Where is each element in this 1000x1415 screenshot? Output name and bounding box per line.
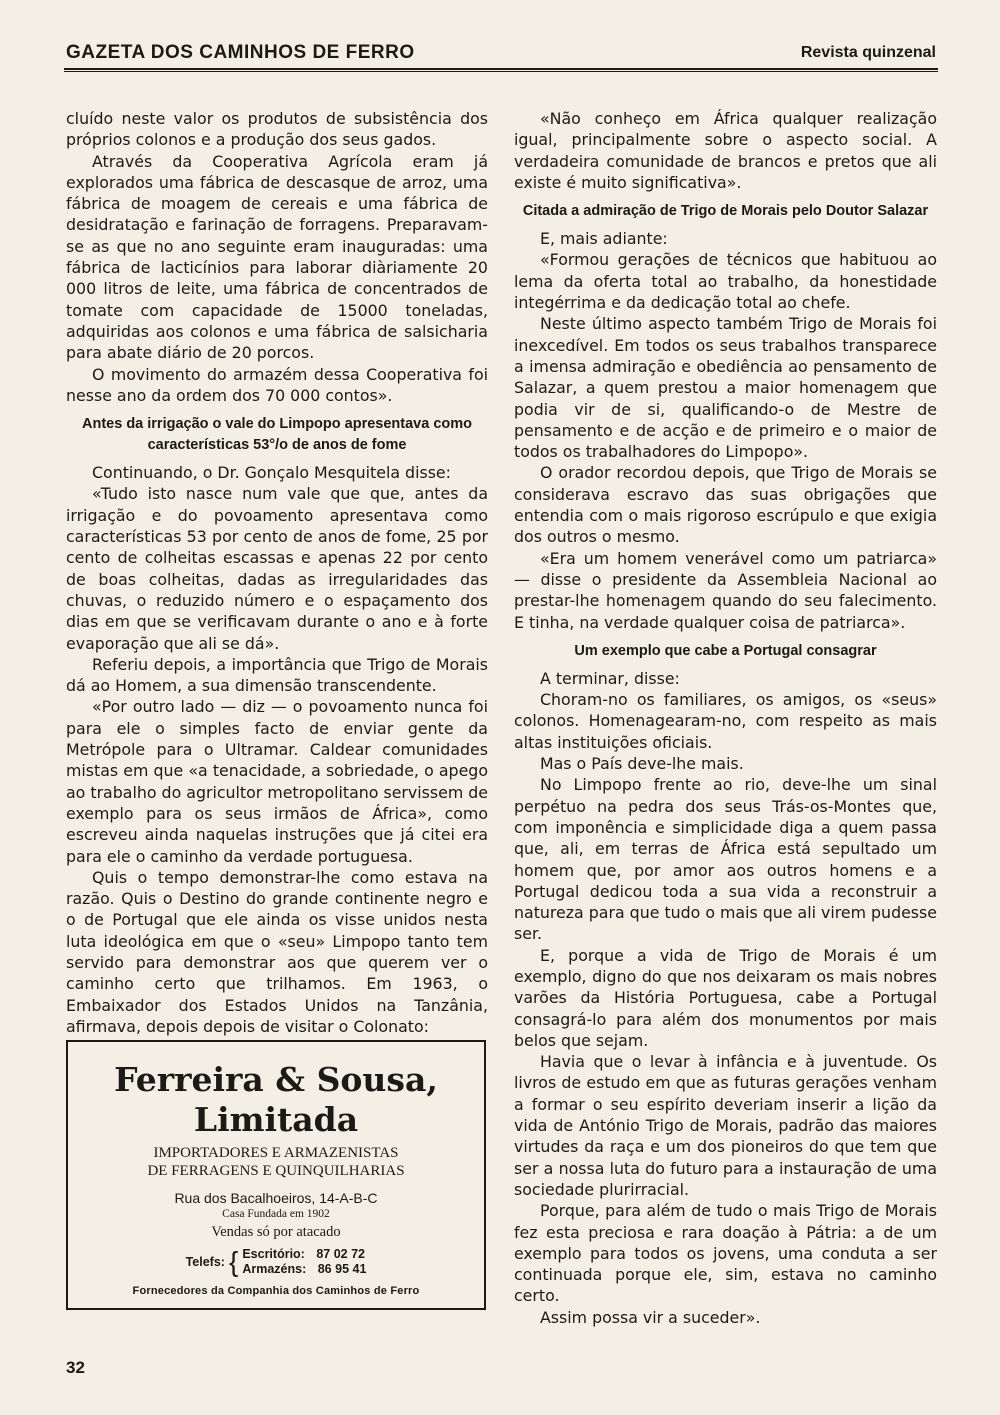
paragraph: Assim possa vir a suceder». <box>540 1307 761 1327</box>
ad-description <box>68 1144 484 1180</box>
paragraph: Quis o tempo demonstrar-lhe como estava na razão. Quis o Destino do grande continente negro e o de Portugal que ele ainda os visse unidos nesta luta ideológica em que o «seu» Limpopo tanto tem servido para demonstrar aos que querem ver o caminho certo que trilhamos. Em 1963, o Embaixador dos Estados Unidos na Tanzânia, afirmava, depois depois de visitar o Colonato: <box>66 867 488 1036</box>
paragraph: Neste último aspecto também Trigo de Morais foi inexcedível. Em todos os seus trabalhos transparece a imensa admiração e obediência ao pensamento de Salazar, a quem prestou a maior homenagem que podia vir de si, qualificando-o de Mestre de pensamento e de acção e de primeiro e o maior de todos os trabalhadores do Limpopo». <box>514 314 937 462</box>
ad-desc-line1: IMPORTADORES E ARMAZENISTAS <box>153 1145 399 1161</box>
section-heading: Um exemplo que cabe a Portugal consagrar <box>574 642 877 659</box>
paragraph: «Tudo isto nasce num vale que que, antes da irrigação e do povoamento apresentava como características 53 por cento de anos de fome, 25 por cento de colheitas escassas e apenas 22 por cento de boas colheitas, dadas as irregularidades das chuvas, o reduzido número e o espaçamento dos dias em que se verificavam durante o ano e à forte evaporação que ali se dá». <box>66 484 488 653</box>
paragraph: E, mais adiante: <box>540 229 668 249</box>
paragraph: cluído neste valor os produtos de subsistência dos próprios colonos e a produção dos seus gados. <box>66 109 488 150</box>
section-heading: Antes da irrigação o vale do Limpopo apresentava como características 53°/o de anos de fome <box>82 416 472 454</box>
ad-warehouse-label: Armazéns: <box>242 1262 307 1276</box>
ad-office-label: Escritório: <box>242 1247 305 1261</box>
paragraph: «Por outro lado — diz — o povoamento nunca foi para ele o simples facto de enviar gente da Metrópole para o Ultramar. Caldear comunidades mistas em que «a tenacidade, a sobriedade, o apego ao trabalho do agricultor metropolitano servissem de exemplo para os seus irmãos de África», como escreveu ainda naquelas instruções que já citei era para ele o caminho da verdade portuguesa. <box>66 697 488 866</box>
page-number: 32 <box>66 1358 85 1377</box>
brace-icon: { <box>228 1246 239 1277</box>
advertisement-box <box>66 1040 486 1310</box>
ad-supplier-note: Fornecedores da Companhia dos Caminhos de Ferro <box>132 1285 420 1297</box>
paragraph: Referiu depois, a importância que Trigo de Morais dá ao Homem, a sua dimensão transcendente. <box>66 654 488 696</box>
page-header <box>66 40 936 66</box>
left-column <box>66 108 488 1037</box>
header-rule <box>64 68 938 70</box>
paragraph: O orador recordou depois, que Trigo de Morais se considerava escravo das suas obrigações que entendia com o mais rigoroso escrúpulo e que exigia dos outros o mesmo. <box>514 463 937 547</box>
ad-established: Casa Fundada em 1902 <box>222 1208 330 1220</box>
ad-phone-office <box>242 1247 366 1262</box>
ad-phone-rows <box>242 1247 366 1277</box>
paragraph: Havia que o levar à infância e à juventude. Os livros de estudo em que as futuras gerações venham a formar o seu espírito deveriam inserir a lição da vida de António Trigo de Morais, padrão das maiores virtudes da raça e um dos pioneiros do que tem que ser a nossa luta do futuro para a instauração de uma sociedade plurirracial. <box>514 1052 937 1199</box>
ad-desc-line2: DE FERRAGENS E QUINQUILHARIAS <box>147 1163 405 1179</box>
paragraph: Choram-no os familiares, os amigos, os «seus» colonos. Homenagearam-no, com respeito as mais altas instituições oficiais. <box>514 690 937 752</box>
paragraph: Continuando, o Dr. Gonçalo Mesquitela disse: <box>92 463 451 483</box>
ad-sales-note: Vendas só por atacado <box>211 1224 341 1240</box>
ad-warehouse-number: 86 95 41 <box>317 1262 367 1276</box>
paragraph: O movimento do armazém dessa Cooperativa foi nesse ano da ordem dos 70 000 contos». <box>66 364 488 405</box>
ad-firm-line1: Ferreira & Sousa, <box>114 1060 438 1099</box>
paragraph: A terminar, disse: <box>540 668 680 688</box>
publication-subtitle: Revista quinzenal <box>800 44 936 61</box>
paragraph: Porque, para além de tudo o mais Trigo de Morais fez esta preciosa e rara doação à Pátria: a de um exemplo para todos os jovens, uma conduta a ser continuada porque ele, sim, estava no caminho certo. <box>514 1201 937 1306</box>
ad-firm-name <box>68 1060 484 1140</box>
paragraph: No Limpopo frente ao rio, deve-lhe um sinal perpétuo na pedra dos seus Trás-os-Montes que, com imponência e simplicidade diga a quem passa que, ali, em terras de África está sepultado um homem que, por amor aos outros homens e a Portugal dedicou toda a sua vida a reconstruir a natureza para que tudo o mais que ali virem pudesse ser. <box>514 775 937 944</box>
header-rule-thin <box>64 71 938 72</box>
publication-title: GAZETA DOS CAMINHOS DE FERRO <box>66 42 415 63</box>
paragraph: «Não conheço em África qualquer realização igual, principalmente sobre o aspecto social. A verdadeira comunidade de brancos e pretos que ali existe é muito significativa». <box>514 109 937 192</box>
paragraph: «Era um homem venerável como um patriarca» — disse o presidente da Assembleia Nacional ao prestar-lhe homenagem quando do seu falecimento. E tinha, na verdade qualquer coisa de patriarca». <box>514 548 937 632</box>
paragraph: Mas o País deve-lhe mais. <box>540 754 744 774</box>
paragraph: Através da Cooperativa Agrícola eram já explorados uma fábrica de descasque de arroz, uma fábrica de moagem de cereais e uma fábrica de desidratação e farinação de forragens. Preparavam-se as que no ano seguinte eram inauguradas: uma fábrica de lacticínios para laborar diàriamente 20 000 litros de leite, uma fábrica de concentrados de tomate com capacidade de 15000 toneladas, adquiridas aos colonos e uma fábrica de salsicharia para abate diário de 20 porcos. <box>66 151 488 363</box>
ad-phones-label: Telefs: <box>185 1255 225 1269</box>
paragraph: E, porque a vida de Trigo de Morais é um exemplo, digno do que nos deixaram os mais nobres varões da História Portuguesa, cabe a Portugal consagrá-lo para além dos monumentos por mais belos que sejam. <box>514 945 937 1050</box>
ad-phones <box>68 1247 484 1277</box>
paragraph: «Formou gerações de técnicos que habituou ao lema da oferta total ao trabalho, da honestidade integérrima e da dedicação total ao chefe. <box>514 250 937 313</box>
section-heading: Citada a admiração de Trigo de Morais pelo Doutor Salazar <box>522 203 929 220</box>
ad-address: Rua dos Bacalhoeiros, 14-A-B-C <box>174 1190 378 1206</box>
right-column <box>514 108 937 1328</box>
ad-firm-line2: Limitada <box>193 1100 359 1139</box>
ad-phone-warehouse <box>242 1262 366 1277</box>
ad-office-number: 87 02 72 <box>316 1247 365 1261</box>
